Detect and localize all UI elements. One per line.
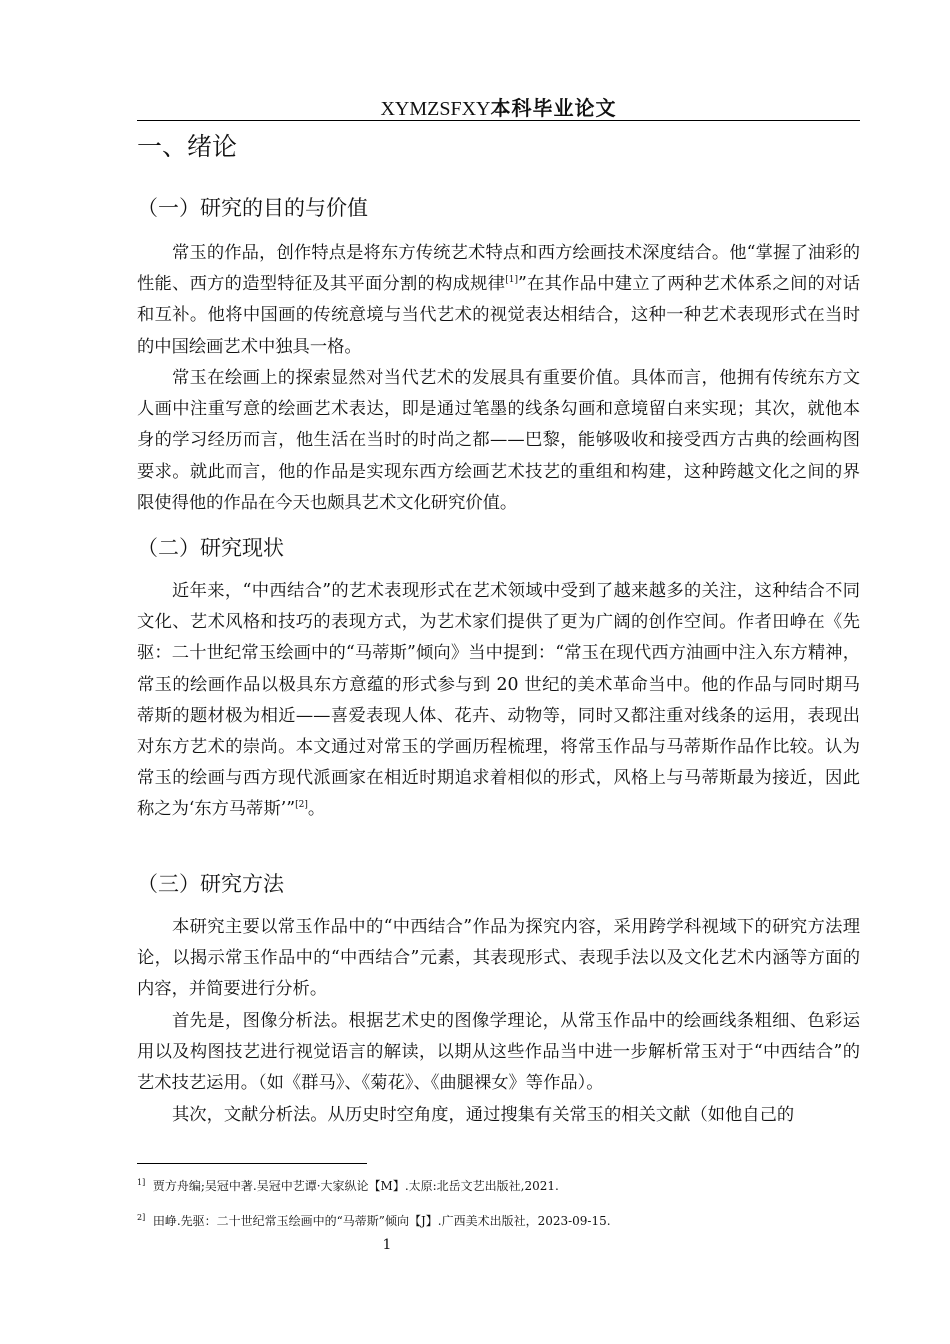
section-heading-status: （二）研究现状	[137, 536, 284, 560]
header-rule	[137, 120, 860, 121]
chapter-title: 一、绪论	[137, 132, 238, 161]
paragraph: 本研究主要以常玉作品中的“中西结合”作品为探究内容，采用跨学科视域下的研究方法理论，以揭示常玉作品中的“中西结合”元素，其表现形式、表现手法以及文化艺术内涵等方面的内容，并简要进行分析。	[137, 917, 860, 1000]
paragraph: 近年来，“中西结合”的艺术表现形式在艺术领域中受到了越来越多的关注，这种结合不同文化、艺术风格和技巧的表现方式，为艺术家们提供了更为广阔的创作空间。作者田峥在《先驱：二十世纪常玉绘画中的“马蒂斯”倾向》当中提到：“常玉在现代西方油画中注入东方精神，常玉的绘画作品以极具东方意蕴的形式参与到 20 世纪的美术革命当中。他的作品与同时期马蒂斯的题材极为相近——喜爱表现人体、花卉、动物等，同时又都注重对线条的运用，表现出对东方艺术的崇尚。本文通过对常玉的学画历程梳理，将常玉作品与马蒂斯作品作比较。认为常玉的绘画与西方现代派画家在相近时期追求着相似的形式，风格上与马蒂斯最为接近，因此称之为‘东方马蒂斯’”[2]。	[137, 581, 860, 820]
header-school-code: XYMZSFXY	[380, 98, 491, 120]
section-heading-methods: （三）研究方法	[137, 872, 284, 896]
page-number: 1	[382, 1237, 392, 1253]
paragraph: 常玉在绘画上的探索显然对当代艺术的发展具有重要价值。具体而言，他拥有传统东方文人画中注重写意的绘画艺术表达，即是通过笔墨的线条勾画和意境留白来实现；其次，就他本身的学习经历而言，他生活在当时的时尚之都——巴黎，能够吸收和接受西方古典的绘画构图要求。就此而言，他的作品是实现东西方绘画艺术技艺的重组和构建，这种跨越文化之间的界限使得他的作品在今天也颇具艺术文化研究价值。	[137, 368, 860, 513]
footnote-rule	[137, 1163, 367, 1164]
citation-ref: [1]	[505, 275, 518, 286]
header-thesis-label: 本科毕业论文	[490, 96, 617, 120]
paragraph: 首先是，图像分析法。根据艺术史的图像学理论，从常玉作品中的绘画线条粗细、色彩运用以及构图技艺进行视觉语言的解读，以期从这些作品当中进一步解析常玉对于“中西结合”的艺术技艺运用。（如《群马》、《菊花》、《曲腿裸女》等作品）。	[137, 1011, 860, 1094]
footnote: $^{2]}$ 田峥.先驱：二十世纪常玉绘画中的“马蒂斯”倾向【J】.广西美术出版社，2023-09-15.	[137, 1213, 611, 1228]
page-header	[137, 95, 860, 122]
section-heading-purpose: （一）研究的目的与价值	[137, 196, 368, 220]
footnote-mark: 2]	[137, 1213, 146, 1222]
paragraph: 常玉的作品，创作特点是将东方传统艺术特点和西方绘画技术深度结合。他“掌握了油彩的性能、西方的造型特征及其平面分割的构成规律[1]”在其作品中建立了两种艺术体系之间的对话和互补。他将中国画的传统意境与当代艺术的视觉表达相结合，这种一种艺术表现形式在当时的中国绘画艺术中独具一格。	[137, 243, 860, 357]
footnote: $^{1]}$ 贾方舟编;吴冠中著.吴冠中艺谭·大家纵论【M】.太原:北岳文艺出版社,2021.	[137, 1178, 559, 1193]
citation-ref: [2]	[295, 800, 308, 811]
paragraph: 其次，文献分析法。从历史时空角度，通过搜集有关常玉的相关文献（如他自己的	[172, 1105, 795, 1125]
footnote-mark: 1]	[137, 1178, 146, 1187]
